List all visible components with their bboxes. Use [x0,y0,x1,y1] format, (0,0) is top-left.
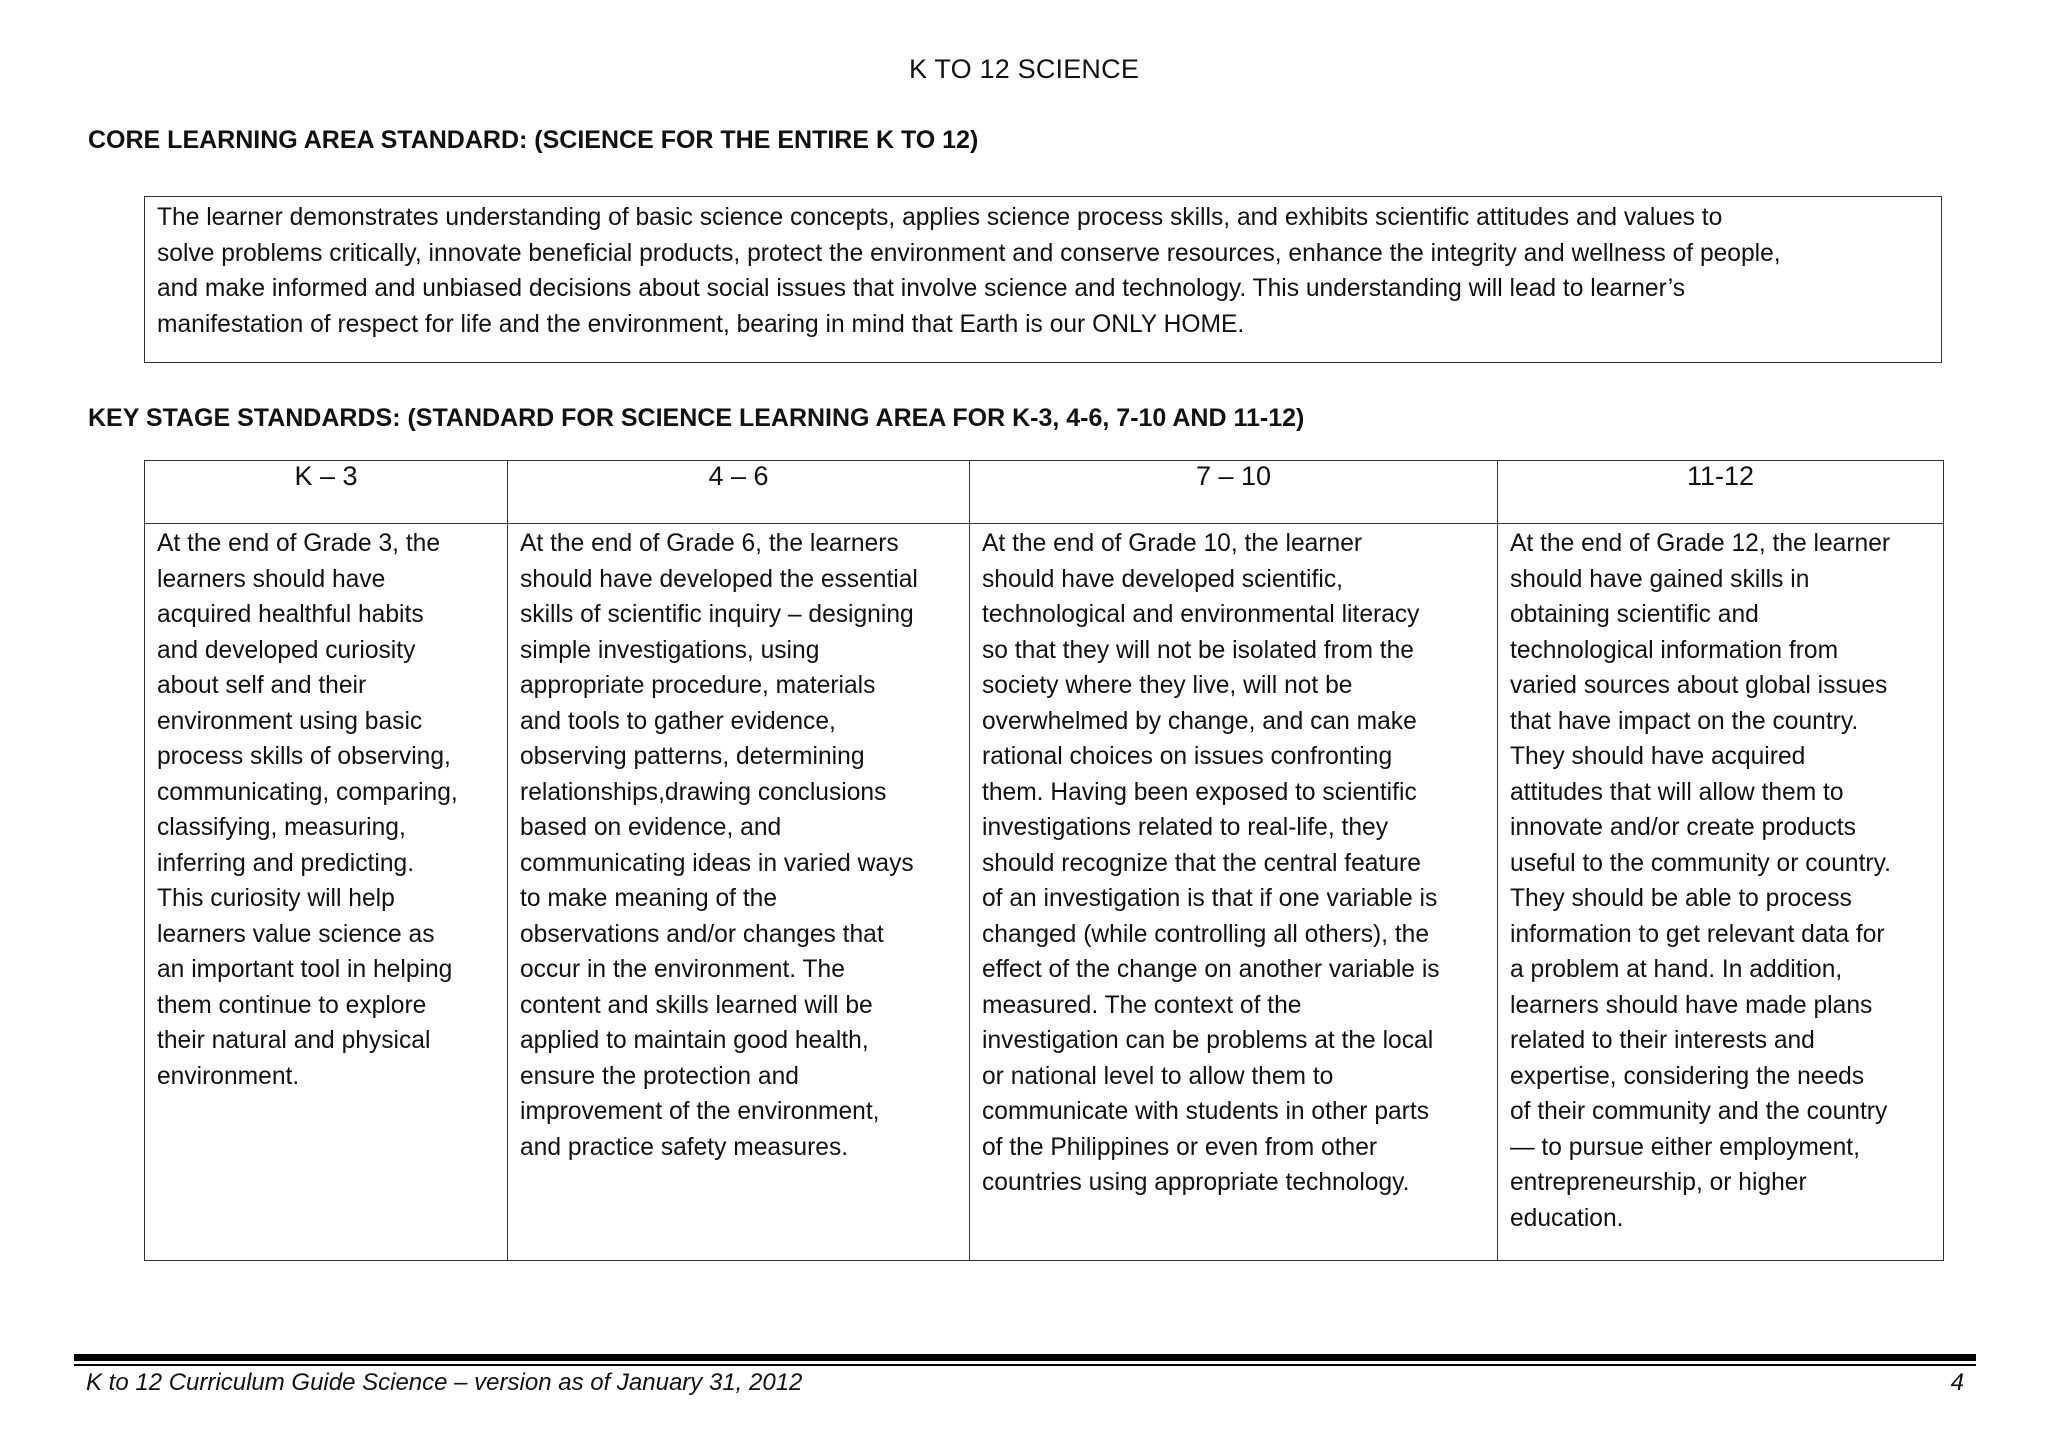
stage-header-4-6: 4 – 6 [508,461,970,524]
stage-text-4-6: At the end of Grade 6, the learners should have developed the essential skills of scientific inquiry – designing simple investigations, using appropriate procedure, materials and tools to gather evidence, observing patterns, determining relationships,drawing conclusions based on evidence, and communicating ideas in varied ways to make meaning of the observations and/or changes that occur in the environment. The content and skills learned will be applied to maintain good health, ensure the protection and improvement of the environment, and practice safety measures. [520,530,918,1161]
stage-cell-k-3 [145,524,508,1261]
stage-text-11-12: At the end of Grade 12, the learner should have gained skills in obtaining scientific and technological information from varied sources about global issues that have impact on the country. They should have acquired attitudes that will allow them to innovate and/or create products useful to the community or country. They should be able to process information to get relevant data for a problem at hand. In addition, learners should have made plans related to their interests and expertise, considering the needs of their community and the country — to pursue either employment, entrepreneurship, or higher education. [1510,530,1891,1232]
core-standard-heading: CORE LEARNING AREA STANDARD: (SCIENCE FOR THE ENTIRE K TO 12) [88,126,979,154]
stage-text-7-10: At the end of Grade 10, the learner should have developed scientific, technological and environmental literacy so that they will not be isolated from the society where they live, will not be overwhelmed by change, and can make rational choices on issues confronting them. Having been exposed to scientific investigations related to real-life, they should recognize that the central feature of an investigation is that if one variable is changed (while controlling all others), the effect of the change on another variable is measured. The context of the investigation can be problems at the local or national level to allow them to communicate with students in other parts of the Philippines or even from other countries using appropriate technology. [982,530,1440,1196]
stage-header-11-12: 11-12 [1498,461,1944,524]
key-stage-table [144,460,1944,1261]
stage-cell-7-10 [970,524,1498,1261]
footer-version-text: K to 12 Curriculum Guide Science – version as of January 31, 2012 [86,1369,803,1396]
key-stage-content-row [145,524,1944,1261]
core-standard-box [144,196,1942,363]
stage-cell-4-6 [508,524,970,1261]
footer-divider-thin [74,1364,1976,1366]
footer-page-number: 4 [1950,1369,1964,1396]
stage-header-k-3: K – 3 [145,461,508,524]
page-header-title: K TO 12 SCIENCE [908,54,1140,84]
stage-text-k-3: At the end of Grade 3, the learners should have acquired healthful habits and developed curiosity about self and their environment using basic process skills of observing, communicating, comparing, classifying, measuring, inferring and predicting. This curiosity will help learners value science as an important tool in helping them continue to explore their natural and physical environment. [157,530,458,1090]
core-standard-text: The learner demonstrates understanding of basic science concepts, applies science process skills, and exhibits scientific attitudes and values to solve problems critically, innovate beneficial products, protect the environment and conserve resources, enhance the integrity and wellness of people, and make informed and unbiased decisions about social issues that involve science and technology. This understanding will lead to learner’s manifestation of respect for life and the environment, bearing in mind that Earth is our ONLY HOME. [157,204,1781,338]
footer-divider-thick [74,1354,1976,1361]
stage-cell-11-12 [1498,524,1944,1261]
stage-header-7-10: 7 – 10 [970,461,1498,524]
key-stage-header-row [145,461,1944,524]
key-stage-heading: KEY STAGE STANDARDS: (STANDARD FOR SCIENCE LEARNING AREA FOR K-3, 4-6, 7-10 AND 11-12) [88,404,1305,432]
